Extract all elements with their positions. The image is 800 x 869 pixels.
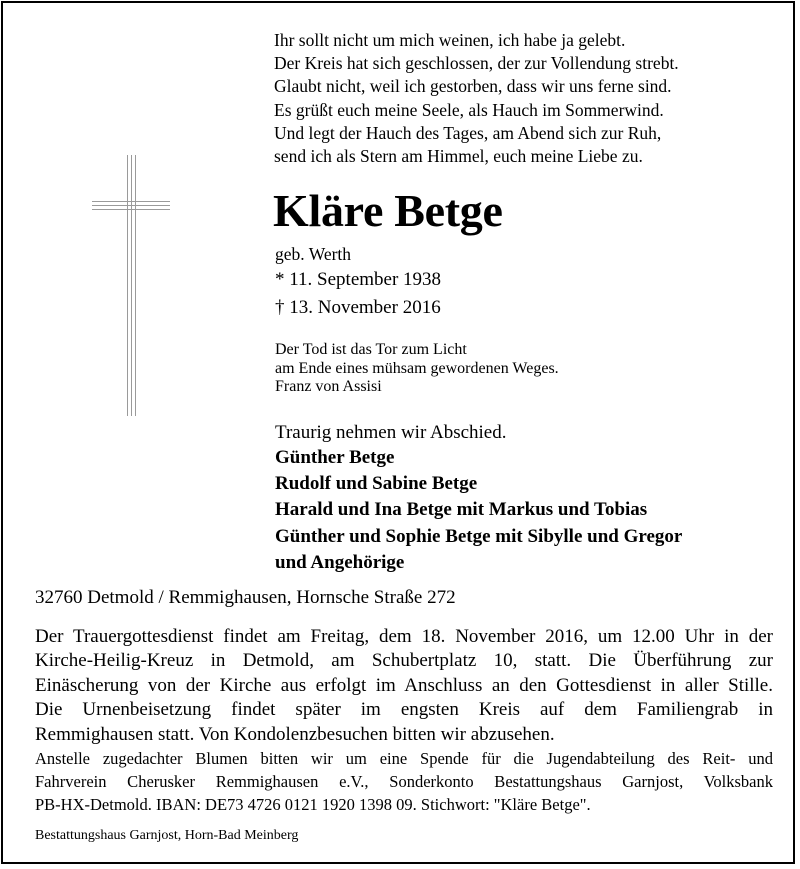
poem-line: Ihr sollt nicht um mich weinen, ich habe ja gelebt. <box>274 30 626 50</box>
mourning-intro: Traurig nehmen wir Abschied. <box>275 422 507 443</box>
mourner-entry: Rudolf und Sabine Betge <box>275 473 478 495</box>
family-address: 32760 Detmold / Remmighausen, Hornsche Straße 272 <box>35 587 456 608</box>
birth-name: geb. Werth <box>275 244 352 264</box>
donation-line: Fahrverein Cherusker Remmighausen e.V., Sonderkonto Bestattungshaus Garnjost, Volksbank <box>35 772 773 791</box>
cross-icon <box>91 153 171 418</box>
service-line: Die Urnenbeisetzung findet später im engsten Kreis auf dem Familiengrab in <box>35 699 773 721</box>
poem-line: send ich als Stern am Himmel, euch meine Liebe zu. <box>274 145 643 166</box>
service-line: Kirche-Heilig-Kreuz in Detmold, am Schubertplatz 10, statt. Die Überführung zur <box>35 650 773 672</box>
donation-line: Anstelle zugedachter Blumen bitten wir um eine Spende für die Jugendabteilung des Reit- und <box>35 749 773 768</box>
mourner-entry: Günther Betge <box>275 447 395 468</box>
life-dates <box>275 266 441 322</box>
donation-paragraph <box>35 747 773 816</box>
poem-line: Und legt der Hauch des Tages, am Abend sich zur Ruh, <box>274 122 662 143</box>
deceased-name: Kläre Betge <box>273 185 503 236</box>
undertaker-credit: Bestattungshaus Garnjost, Horn-Bad Meinberg <box>35 828 299 843</box>
obituary-frame <box>1 1 795 864</box>
poem-line: Es grüßt euch meine Seele, als Hauch im Sommerwind. <box>274 99 664 120</box>
poem-line: Glaubt nicht, weil ich gestorben, dass wir uns ferne sind. <box>274 76 672 97</box>
service-line: Der Trauergottesdienst findet am Freitag, dem 18. November 2016, um 12.00 Uhr in der <box>35 626 773 647</box>
birth-date: * 11. September 1938 <box>275 269 442 290</box>
quote-line: am Ende eines mühsam gewordenen Weges. <box>275 359 559 377</box>
quote-author: Franz von Assisi <box>275 378 382 396</box>
mourner-entry: und Angehörige <box>275 551 405 573</box>
donation-line: PB-HX-Detmold. IBAN: DE73 4726 0121 1920 1398 09. Stichwort: "Kläre Betge". <box>35 795 591 814</box>
poem <box>274 29 679 168</box>
quote <box>275 341 559 397</box>
service-line: Einäscherung von der Kirche aus erfolgt im Anschluss an den Gottesdienst in aller Stille. <box>35 674 773 696</box>
poem-line: Der Kreis hat sich geschlossen, der zur Vollendung strebt. <box>274 53 679 74</box>
death-date: † 13. November 2016 <box>275 297 441 318</box>
mourner-entry: Günther und Sophie Betge mit Sibylle und Gregor <box>275 525 683 547</box>
quote-line: Der Tod ist das Tor zum Licht <box>275 341 467 358</box>
mourners-list <box>275 445 682 576</box>
funeral-service-paragraph <box>35 625 773 747</box>
mourner-entry: Harald und Ina Betge mit Markus und Tobias <box>275 499 648 521</box>
service-line: Remmighausen statt. Von Kondolenzbesuchen bitten wir abzusehen. <box>35 723 555 745</box>
